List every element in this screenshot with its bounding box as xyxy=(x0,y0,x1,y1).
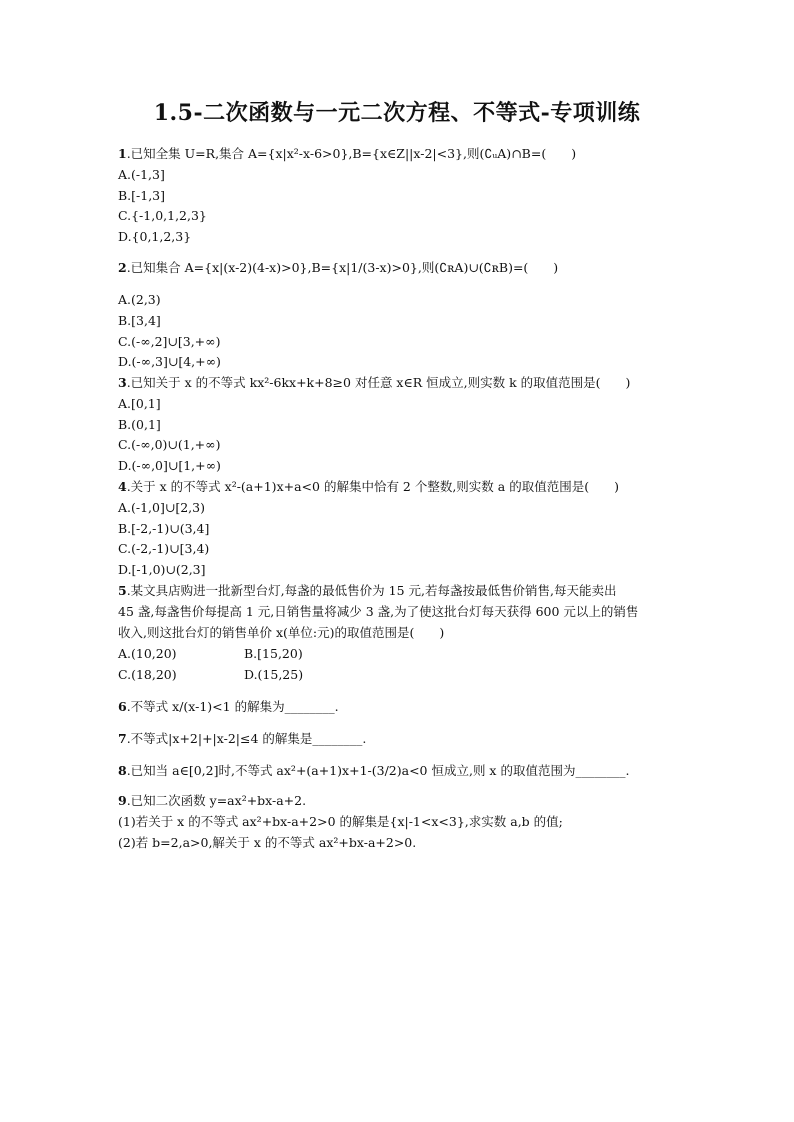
question-text: .已知全集 U=R,集合 A={x|x²-x-6>0},B={x∈Z||x-2|<3},则(∁ᵤA)∩B=( ) xyxy=(126,146,577,161)
question-4-stem xyxy=(118,477,619,497)
q1-option-c: C.{-1,0,1,2,3} xyxy=(118,208,207,223)
q4-option-a: A.(-1,0]∪[2,3) xyxy=(118,500,205,515)
question-number: 7 xyxy=(118,731,127,746)
question-text: .已知关于 x 的不等式 kx²-6kx+k+8≥0 对任意 x∈R 恒成立,则实数 k 的取值范围是( ) xyxy=(126,375,631,390)
q2-option-c: C.(-∞,2]∪[3,+∞) xyxy=(118,334,221,349)
q4-option-b: B.[-2,-1)∪(3,4] xyxy=(118,521,210,536)
question-5-line-3: 收入,则这批台灯的销售单价 x(单位:元)的取值范围是( ) xyxy=(118,625,445,640)
question-text: .不等式 x/(x-1)<1 的解集为________. xyxy=(126,699,339,714)
q3-option-a: A.[0,1] xyxy=(118,396,161,411)
q3-option-c: C.(-∞,0)∪(1,+∞) xyxy=(118,437,221,452)
question-9-stem xyxy=(118,791,306,811)
q3-option-d: D.(-∞,0]∪[1,+∞) xyxy=(118,458,221,473)
question-text: .已知二次函数 y=ax²+bx-a+2. xyxy=(126,793,307,808)
q5-option-b: B.[15,20) xyxy=(244,646,303,661)
question-text: .已知当 a∈[0,2]时,不等式 ax²+(a+1)x+1-(3/2)a<0 恒成立,则 x 的取值范围为________. xyxy=(126,763,630,778)
question-number: 9 xyxy=(118,793,127,808)
q5-option-a: A.(10,20) xyxy=(118,646,177,661)
question-number: 4 xyxy=(118,479,127,494)
question-5-line-1 xyxy=(118,581,616,601)
q1-option-a: A.(-1,3] xyxy=(118,167,165,182)
question-6 xyxy=(118,697,339,717)
q2-option-d: D.(-∞,3]∪[4,+∞) xyxy=(118,354,221,369)
q9-part-1: (1)若关于 x 的不等式 ax²+bx-a+2>0 的解集是{x|-1<x<3},求实数 a,b 的值; xyxy=(118,814,563,829)
q3-option-b: B.(0,1] xyxy=(118,417,161,432)
question-number: 6 xyxy=(118,699,127,714)
question-number: 5 xyxy=(118,583,127,598)
question-number: 2 xyxy=(118,260,127,275)
question-text: .不等式|x+2|+|x-2|≤4 的解集是________. xyxy=(126,731,367,746)
q5-option-c: C.(18,20) xyxy=(118,667,177,682)
page-title: 1.5-二次函数与一元二次方程、不等式-专项训练 xyxy=(153,100,641,126)
q1-option-b: B.[-1,3] xyxy=(118,188,166,203)
question-number: 8 xyxy=(118,763,127,778)
question-3-stem xyxy=(118,373,630,393)
question-number: 1 xyxy=(118,146,127,161)
q2-option-a: A.(2,3) xyxy=(118,292,161,307)
question-number: 3 xyxy=(118,375,127,390)
q5-option-d: D.(15,25) xyxy=(244,667,304,682)
q1-option-d: D.{0,1,2,3} xyxy=(118,229,192,244)
question-2-stem xyxy=(118,258,558,278)
question-5-line-2: 45 盏,每盏售价每提高 1 元,日销售量将减少 3 盏,为了使这批台灯每天获得 600 元以上的销售 xyxy=(118,604,639,619)
question-1-stem xyxy=(118,144,576,164)
q4-option-d: D.[-1,0)∪(2,3] xyxy=(118,562,206,577)
question-text: .已知集合 A={x|(x-2)(4-x)>0},B={x|1/(3-x)>0},则(∁ʀA)∪(∁ʀB)=( ) xyxy=(126,260,559,275)
question-text: .关于 x 的不等式 x²-(a+1)x+a<0 的解集中恰有 2 个整数,则实数 a 的取值范围是( ) xyxy=(126,479,619,494)
q9-part-2: (2)若 b=2,a>0,解关于 x 的不等式 ax²+bx-a+2>0. xyxy=(118,835,417,850)
question-8 xyxy=(118,761,629,781)
question-text: .某文具店购进一批新型台灯,每盏的最低售价为 15 元,若每盏按最低售价销售,每天能卖出 xyxy=(126,583,617,598)
q2-option-b: B.[3,4] xyxy=(118,313,161,328)
question-7 xyxy=(118,729,366,749)
q4-option-c: C.(-2,-1)∪[3,4) xyxy=(118,541,210,556)
